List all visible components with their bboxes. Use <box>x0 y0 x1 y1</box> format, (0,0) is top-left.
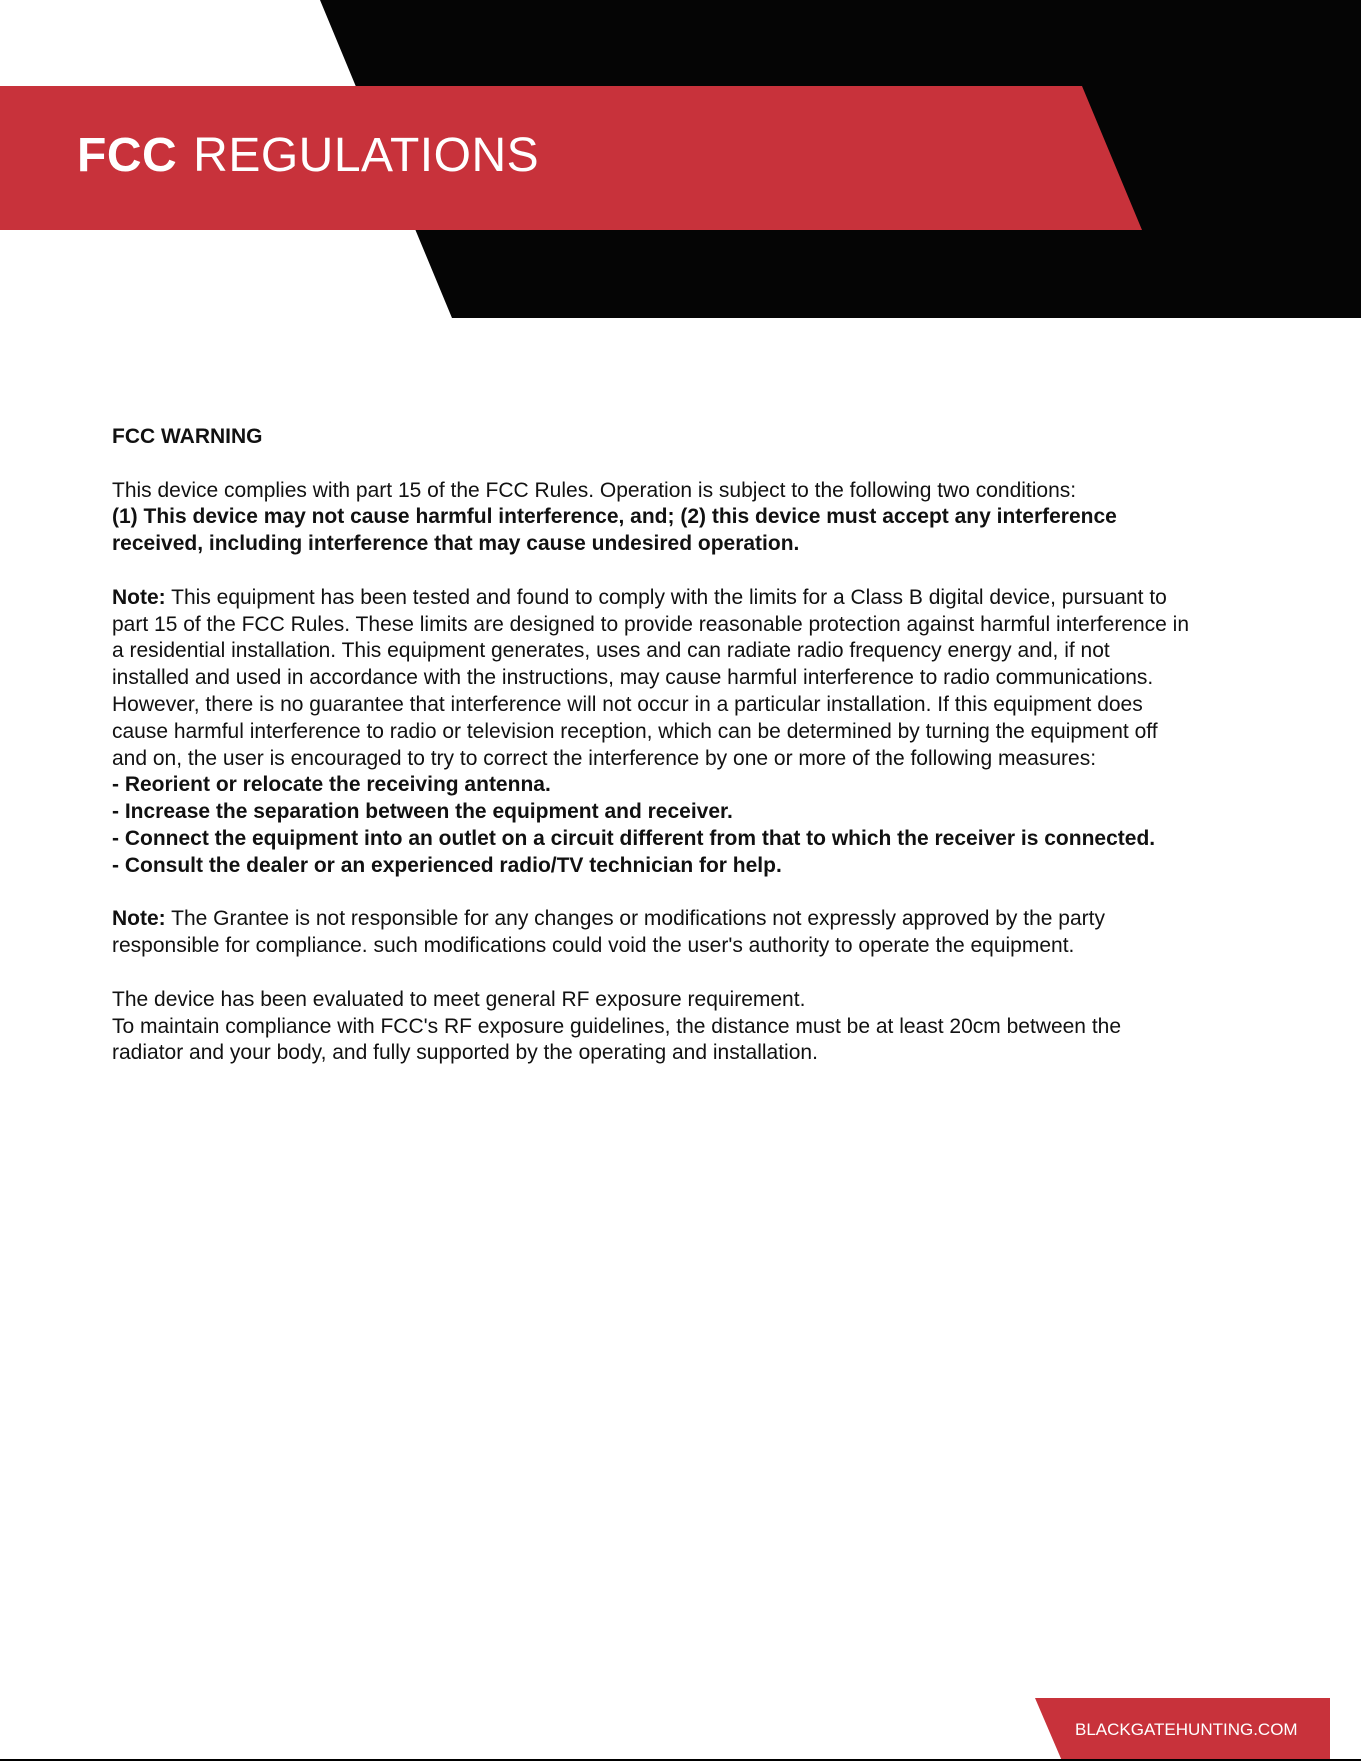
compliance-intro: This device complies with part 15 of the FCC Rules. Operation is subject to the following two conditions: <box>112 478 1077 502</box>
measure-item: - Reorient or relocate the receiving antenna. <box>112 773 551 797</box>
rf-exposure-line: The device has been evaluated to meet general RF exposure requirement. <box>112 987 806 1011</box>
page-title <box>77 128 539 183</box>
note-class-b <box>112 585 1192 773</box>
note-grantee-text: The Grantee is not responsible for any changes or modifications not expressly approved by the party responsible for compliance. such modifications could void the user's authority to operate the equipment. <box>112 907 1105 958</box>
note-class-b-text: This equipment has been tested and found to comply with the limits for a Class B digital device, pursuant to part 15 of the FCC Rules. These limits are designed to provide reasonable protection against harmful interference in a residential installation. This equipment generates, uses and can radiate radio frequency energy and, if not installed and used in accordance with the instructions, may cause harmful interference to radio communications. However, there is no guarantee that interference will not occur in a particular installation. If this equipment does cause harmful interference to radio or television reception, which can be determined by turning the equipment off and on, the user is encouraged to try to correct the interference by one or more of the following measures: <box>112 585 1190 770</box>
measure-item: - Increase the separation between the equipment and receiver. <box>112 800 733 824</box>
note-label: Note: <box>112 907 166 931</box>
fcc-warning-heading: FCC WARNING <box>112 425 263 448</box>
page-title-bold: FCC <box>77 129 178 182</box>
regulations-body <box>112 424 1192 1067</box>
note-grantee <box>112 906 1192 960</box>
note-label: Note: <box>112 585 166 609</box>
compliance-conditions: (1) This device may not cause harmful interference, and; (2) this device must accept any interference received, including interference that may cause undesired operation. <box>112 505 1117 556</box>
page-title-rest: REGULATIONS <box>193 129 540 182</box>
footer-website[interactable]: BLACKGATEHUNTING.COM <box>1075 1720 1298 1739</box>
rf-distance-line: To maintain compliance with FCC's RF exposure guidelines, the distance must be at least 20cm between the radiator and your body, and fully supported by the operating and installation. <box>112 1014 1122 1065</box>
measure-item: - Consult the dealer or an experienced radio/TV technician for help. <box>112 853 782 877</box>
measure-item: - Connect the equipment into an outlet on a circuit different from that to which the receiver is connected. <box>112 826 1156 850</box>
